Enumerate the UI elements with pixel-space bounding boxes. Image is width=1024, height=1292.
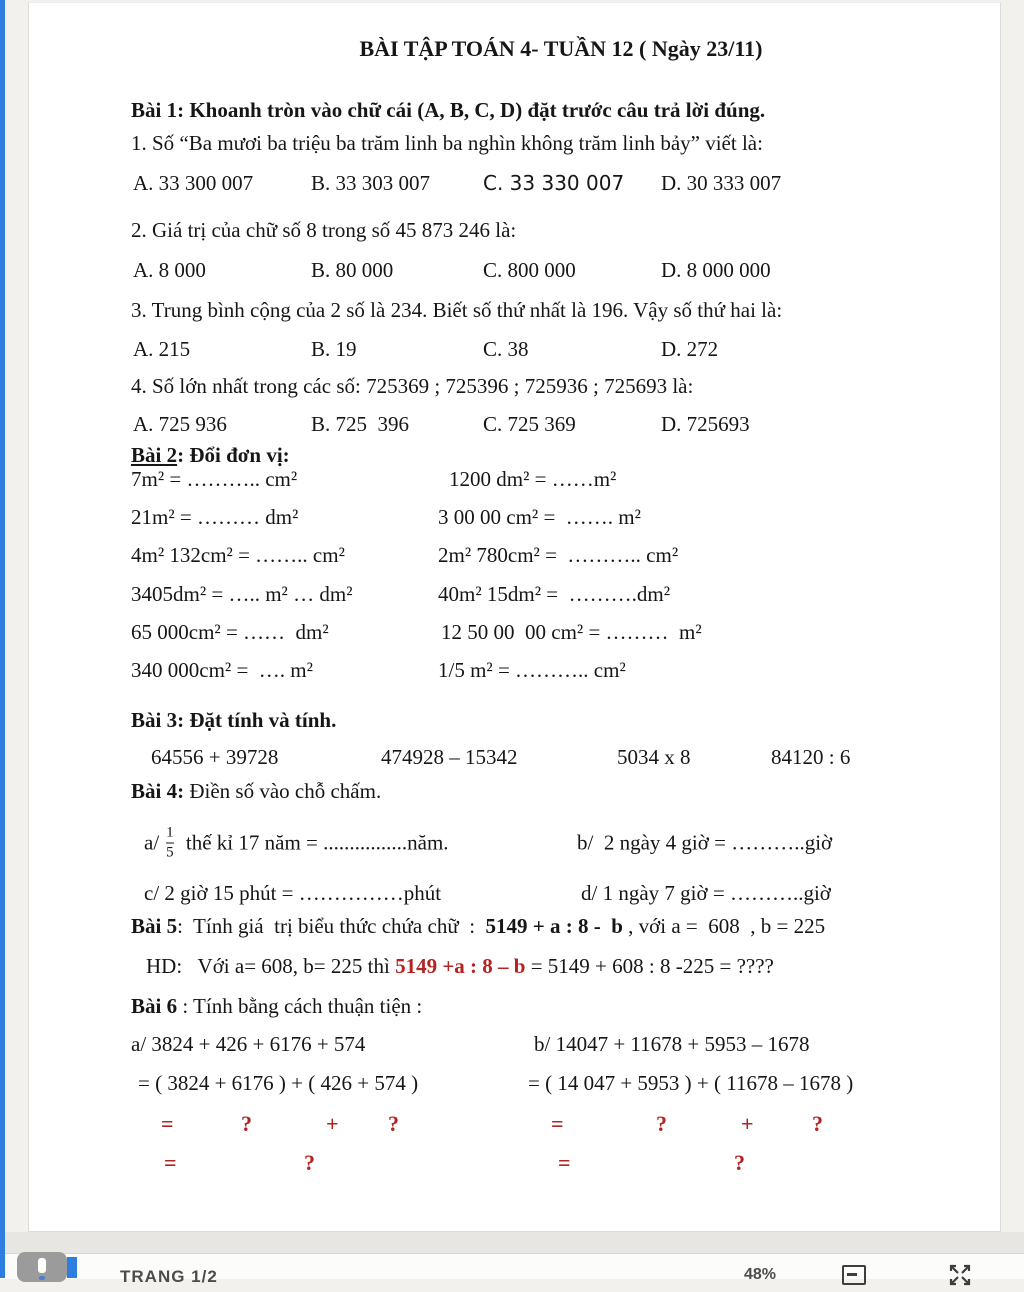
- document-page: [28, 2, 1001, 1232]
- red-equals: =: [164, 1150, 177, 1175]
- bai6-item-a: a/ 3824 + 426 + 6176 + 574: [131, 1032, 366, 1056]
- bai4-row-cd: [131, 881, 991, 911]
- conversion-left: 340 000cm² = …. m²: [131, 658, 313, 682]
- exclamation-icon: [38, 1258, 46, 1273]
- bai2-row: [131, 620, 991, 650]
- red-question: ?: [734, 1150, 745, 1175]
- bai1-q2-text: 2. Giá trị của chữ số 8 trong số 45 873 246 là:: [131, 218, 517, 242]
- option-a: A. 725 936: [133, 412, 227, 436]
- bai4-a-prefix: a/: [144, 830, 160, 855]
- conversion-right: 2m² 780cm² = ……….. cm²: [438, 543, 679, 567]
- fullscreen-icon[interactable]: [948, 1263, 972, 1287]
- fraction-numerator: 1: [166, 824, 174, 841]
- red-plus: +: [741, 1111, 754, 1136]
- bai2-row: [131, 467, 991, 497]
- bai6-answer-row-1: [131, 1111, 991, 1141]
- fraction-denominator: 5: [166, 844, 174, 861]
- bai4-a-text: thế kỉ 17 năm = ................năm.: [180, 830, 449, 855]
- option-c: C. 800 000: [483, 258, 576, 282]
- bai1-q3-text: 3. Trung bình cộng của 2 số là 234. Biết số thứ nhất là 196. Vậy số thứ hai là:: [131, 298, 783, 322]
- option-d: D. 30 333 007: [661, 171, 782, 195]
- page-indicator: TRANG 1/2: [120, 1267, 218, 1286]
- option-c: C. 725 369: [483, 412, 576, 436]
- red-equals: =: [551, 1111, 564, 1136]
- left-accent-bar: [0, 0, 5, 1278]
- bai1-q1-text: 1. Số “Ba mươi ba triệu ba trăm linh ba nghìn không trăm linh bảy” viết là:: [131, 131, 763, 155]
- bai1-heading: Bài 1: Khoanh tròn vào chữ cái (A, B, C, D) đặt trước câu trả lời đúng.: [131, 98, 766, 122]
- bai6-answer-row-2: [131, 1150, 991, 1180]
- bai2-heading: [131, 443, 290, 468]
- page-gap-strip: [0, 1232, 1024, 1254]
- red-question: ?: [304, 1150, 315, 1175]
- red-question: ?: [812, 1111, 823, 1136]
- bai5-heading-line: [131, 914, 825, 939]
- conversion-left: 4m² 132cm² = …….. cm²: [131, 543, 345, 567]
- bai3-heading: Bài 3: Đặt tính và tính.: [131, 708, 337, 732]
- bai4-label-rest: Điền số vào chỗ chấm.: [184, 779, 382, 803]
- bai1-q2-options: [131, 258, 991, 288]
- bai6-item-b: b/ 14047 + 11678 + 5953 – 1678: [534, 1032, 810, 1056]
- bai6-label: Bài 6: [131, 994, 178, 1018]
- operation-div: 84120 : 6: [771, 745, 851, 769]
- hint-tail: = 5149 + 608 : 8 -225 = ????: [525, 954, 774, 978]
- conversion-right: 3 00 00 cm² = ……. m²: [438, 505, 641, 529]
- option-d: D. 272: [661, 337, 719, 361]
- red-equals: =: [558, 1150, 571, 1175]
- zoom-level: 48%: [744, 1266, 777, 1283]
- bai3-operations: [131, 745, 991, 775]
- option-b: B. 19: [311, 337, 357, 361]
- red-question: ?: [388, 1111, 399, 1136]
- bai2-label: Bài 2: [131, 443, 178, 467]
- bai5-label: Bài 5: [131, 914, 178, 938]
- option-b: B. 80 000: [311, 258, 394, 282]
- bai5-hint-line: [146, 954, 774, 979]
- option-a: A. 215: [133, 337, 191, 361]
- operation-add: 64556 + 39728: [151, 745, 279, 769]
- blue-accent-chip: [67, 1257, 77, 1278]
- bai4-item-b: b/ 2 ngày 4 giờ = ………..giờ: [577, 830, 833, 855]
- bai6-eq-b: = ( 14 047 + 5953 ) + ( 11678 – 1678 ): [528, 1071, 854, 1095]
- option-a: A. 8 000: [133, 258, 206, 282]
- bai4-row-ab: [131, 818, 991, 868]
- bai2-row: [131, 505, 991, 535]
- bai5-mid: : Tính giá trị biểu thức chứa chữ :: [177, 914, 486, 938]
- bai1-q4-text: 4. Số lớn nhất trong các số: 725369 ; 725396 ; 725936 ; 725693 là:: [131, 374, 694, 398]
- bai2-row: [131, 582, 991, 612]
- bai6-row-ab: [131, 1032, 991, 1062]
- bai6-heading: [131, 994, 422, 1019]
- bai6-eq-a: = ( 3824 + 6176 ) + ( 426 + 574 ): [138, 1071, 419, 1095]
- page-view-icon-bar: [847, 1273, 857, 1276]
- hint-red-expression: 5149 +a : 8 – b: [395, 954, 526, 978]
- bai1-q4-options: [131, 412, 991, 442]
- red-plus: +: [326, 1111, 339, 1136]
- conversion-right: 1/5 m² = ……….. cm²: [438, 658, 626, 682]
- fraction-one-fifth: [166, 826, 174, 861]
- conversion-left: 7m² = ……….. cm²: [131, 467, 298, 491]
- option-b: B. 725 396: [311, 412, 410, 436]
- bai2-label-rest: : Đổi đơn vị:: [177, 443, 290, 467]
- hint-prefix: HD: Với a= 608, b= 225 thì: [146, 954, 396, 978]
- bai2-row: [131, 543, 991, 573]
- bai6-row-eq: [131, 1071, 991, 1101]
- viewer-toolbar: [0, 1253, 1024, 1286]
- red-question: ?: [241, 1111, 252, 1136]
- bai4-item-c: c/ 2 giờ 15 phút = ……………phút: [144, 881, 442, 905]
- bai1-q1-options: [131, 171, 991, 201]
- option-d: D. 725693: [661, 412, 750, 436]
- bai5-expression: 5149 + a : 8 - b: [485, 914, 623, 938]
- conversion-right: 1200 dm² = ……m²: [449, 467, 617, 491]
- operation-sub: 474928 – 15342: [381, 745, 518, 769]
- bai4-label: Bài 4:: [131, 779, 185, 803]
- operation-mul: 5034 x 8: [617, 745, 691, 769]
- option-b: B. 33 303 007: [311, 171, 431, 195]
- page-view-icon[interactable]: [842, 1265, 866, 1285]
- bai5-tail: , với a = 608 , b = 225: [622, 914, 826, 938]
- conversion-left: 21m² = ……… dm²: [131, 505, 299, 529]
- option-c: C. 33 330 007: [483, 171, 625, 195]
- option-c: C. 38: [483, 337, 529, 361]
- document-title: BÀI TẬP TOÁN 4- TUẦN 12 ( Ngày 23/11): [359, 36, 763, 61]
- red-question: ?: [656, 1111, 667, 1136]
- conversion-right: 12 50 00 00 cm² = ……… m²: [441, 620, 702, 644]
- option-d: D. 8 000 000: [661, 258, 771, 282]
- red-equals: =: [161, 1111, 174, 1136]
- conversion-left: 65 000cm² = …… dm²: [131, 620, 329, 644]
- exclamation-icon-dot: [39, 1276, 45, 1280]
- conversion-left: 3405dm² = ….. m² … dm²: [131, 582, 353, 606]
- bai4-item-a: [144, 826, 449, 861]
- bai6-label-rest: : Tính bằng cách thuận tiện :: [177, 994, 423, 1018]
- conversion-right: 40m² 15dm² = ……….dm²: [438, 582, 670, 606]
- bai4-item-d: d/ 1 ngày 7 giờ = ………..giờ: [581, 881, 831, 905]
- bai4-heading: [131, 779, 381, 804]
- bai2-row: [131, 658, 991, 688]
- option-a: A. 33 300 007: [133, 171, 254, 195]
- bai1-q3-options: [131, 337, 991, 367]
